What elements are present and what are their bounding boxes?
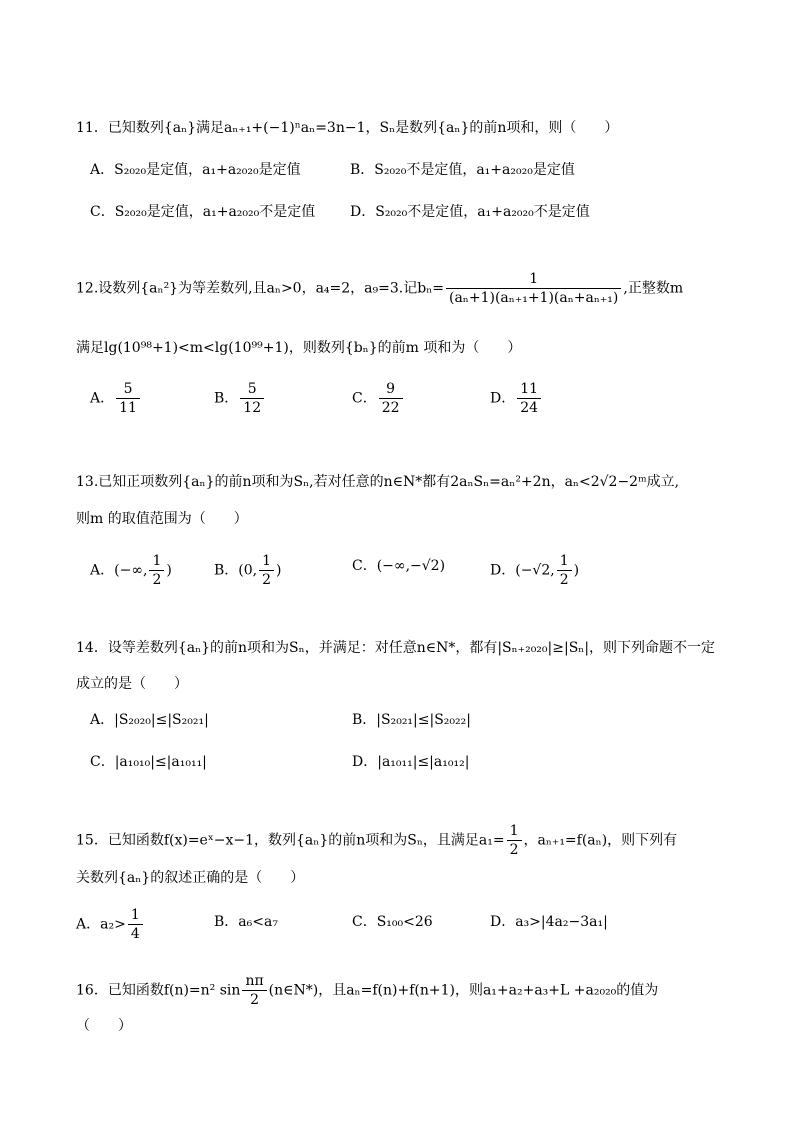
fraction-denominator: 2 bbox=[559, 572, 569, 588]
question-14-option-b: B．|S₂₀₂₁|≤|S₂₀₂₂| bbox=[352, 712, 471, 728]
fraction-numerator: 1 bbox=[259, 552, 274, 571]
question-11-option-b: B．S₂₀₂₀不是定值，a₁+a₂₀₂₀是定值 bbox=[350, 162, 575, 178]
fraction-denominator: 24 bbox=[520, 400, 539, 416]
option-fraction bbox=[240, 380, 264, 417]
fraction-numerator: 11 bbox=[517, 380, 541, 399]
question-13-option-b bbox=[214, 552, 282, 589]
fraction-denominator: (aₙ+1)(aₙ₊₁+1)(aₙ+aₙ₊₁) bbox=[448, 290, 619, 306]
fraction-numerator: 9 bbox=[379, 380, 403, 399]
option-label: B． bbox=[214, 390, 239, 407]
fraction-numerator: 5 bbox=[240, 380, 264, 399]
fraction-denominator: 2 bbox=[152, 572, 162, 588]
question-14-option-c: C．|a₁₀₁₀|≤|a₁₀₁₁| bbox=[90, 754, 207, 770]
question-11-option-a: A．S₂₀₂₀是定值，a₁+a₂₀₂₀是定值 bbox=[90, 162, 301, 178]
question-12-option-a bbox=[90, 380, 142, 417]
question-11-stem: 11．已知数列{aₙ}满足aₙ₊₁+(−1)ⁿaₙ=3n−1，Sₙ是数列{aₙ}的前n项和，则（ ） bbox=[76, 120, 619, 136]
fraction-numerator: 1 bbox=[446, 270, 621, 289]
fraction-denominator: 11 bbox=[119, 400, 137, 416]
fraction-numerator: 1 bbox=[149, 552, 164, 571]
question-15-option-a bbox=[76, 906, 145, 943]
question-15-stem bbox=[76, 822, 677, 859]
question-11-option-d: D．S₂₀₂₀不是定值，a₁+a₂₀₂₀不是定值 bbox=[350, 204, 590, 220]
option-label: D． bbox=[490, 390, 516, 407]
option-label: C． bbox=[352, 390, 377, 407]
fraction-numerator: 5 bbox=[116, 380, 140, 399]
question-16-fraction bbox=[242, 972, 266, 1009]
option-fraction bbox=[116, 380, 140, 417]
interval-right: ) bbox=[276, 562, 282, 579]
question-15-option-b: B．a₆<a₇ bbox=[214, 914, 278, 930]
option-fraction bbox=[517, 380, 541, 417]
question-15-stem-b: ，aₙ₊₁=f(aₙ)，则下列有 bbox=[523, 832, 678, 849]
interval-left: (−√2, bbox=[515, 562, 555, 579]
question-13-stem: 13.已知正项数列{aₙ}的前n项和为Sₙ,若对任意的n∈N*都有2aₙSₙ=aₙ²+2n，aₙ<2√2−2ᵐ成立, bbox=[76, 474, 680, 490]
question-16-stem-a: 16．已知函数f(n)=n² sin bbox=[76, 982, 241, 999]
option-label: B． bbox=[214, 562, 239, 579]
question-14-stem: 14．设等差数列{aₙ}的前n项和为Sₙ，并满足：对任意n∈N*，都有|Sₙ₊₂₀₂₀|≥|Sₙ|，则下列命题不一定 bbox=[76, 640, 716, 656]
interval-right: ) bbox=[166, 562, 172, 579]
question-12-stem-2: 满足lg(10⁹⁸+1)<m<lg(10⁹⁹+1)，则数列{bₙ}的前m 项和为（ ） bbox=[76, 340, 522, 356]
interval-left: (0, bbox=[238, 562, 258, 579]
question-13-stem-2: 则m 的取值范围为（ ） bbox=[76, 511, 248, 527]
question-16-stem-2: （ ） bbox=[76, 1018, 132, 1034]
question-14-option-d: D．|a₁₀₁₁|≤|a₁₀₁₂| bbox=[352, 754, 470, 770]
question-15-option-c: C．S₁₀₀<26 bbox=[352, 914, 433, 930]
fraction-denominator: 4 bbox=[130, 926, 140, 942]
question-13-option-c bbox=[352, 556, 445, 576]
question-13-option-d bbox=[490, 552, 579, 589]
option-text: (−∞,−√2) bbox=[376, 558, 446, 574]
interval-right: ) bbox=[573, 562, 580, 579]
question-15-fraction bbox=[507, 822, 522, 859]
fraction-numerator: 1 bbox=[128, 906, 143, 925]
question-13-option-a bbox=[90, 552, 172, 589]
question-12-stem-a: 12.设数列{aₙ²}为等差数列,且aₙ>0，a₄=2，a₉=3.记bₙ= bbox=[76, 280, 444, 297]
question-12-option-d bbox=[490, 380, 543, 417]
fraction-denominator: 12 bbox=[243, 400, 262, 416]
fraction-denominator: 2 bbox=[250, 992, 259, 1008]
question-16-stem bbox=[76, 972, 658, 1009]
question-12-stem bbox=[76, 270, 683, 307]
option-fraction bbox=[128, 906, 143, 943]
option-label: A．a₂> bbox=[76, 916, 126, 933]
question-14-stem-2: 成立的是（ ） bbox=[76, 676, 188, 692]
fraction-numerator: 1 bbox=[557, 552, 572, 571]
fraction-denominator: 2 bbox=[262, 572, 272, 588]
question-11-option-c: C．S₂₀₂₀是定值，a₁+a₂₀₂₀不是定值 bbox=[90, 204, 316, 220]
question-12-option-c bbox=[352, 380, 405, 417]
option-fraction bbox=[557, 552, 572, 589]
fraction-numerator: nπ bbox=[242, 972, 266, 991]
question-15-option-d: D．a₃>|4a₂−3a₁| bbox=[490, 914, 608, 930]
question-12-stem-b: ,正整数m bbox=[623, 280, 684, 297]
option-fraction bbox=[149, 552, 164, 589]
option-label: C． bbox=[352, 558, 377, 574]
question-15-stem-2: 关数列{aₙ}的叙述正确的是（ ） bbox=[76, 870, 305, 886]
fraction-numerator: 1 bbox=[507, 822, 522, 841]
fraction-denominator: 22 bbox=[381, 400, 400, 416]
question-16-stem-b: (n∈N*)，且aₙ=f(n)+f(n+1)，则a₁+a₂+a₃+L +a₂₀₂₀的值为 bbox=[268, 982, 659, 999]
interval-left: (−∞, bbox=[114, 562, 148, 579]
question-12-option-b bbox=[214, 380, 266, 417]
option-fraction bbox=[379, 380, 403, 417]
question-15-stem-a: 15．已知函数f(x)=eˣ−x−1，数列{aₙ}的前n项和为Sₙ，且满足a₁= bbox=[76, 832, 505, 849]
question-12-bn-fraction bbox=[446, 270, 621, 307]
question-14-option-a: A．|S₂₀₂₀|≤|S₂₀₂₁| bbox=[90, 712, 209, 728]
option-label: D． bbox=[490, 562, 516, 579]
fraction-denominator: 2 bbox=[509, 842, 519, 858]
option-fraction bbox=[259, 552, 274, 589]
option-label: A． bbox=[90, 562, 115, 579]
option-label: A． bbox=[90, 390, 115, 407]
